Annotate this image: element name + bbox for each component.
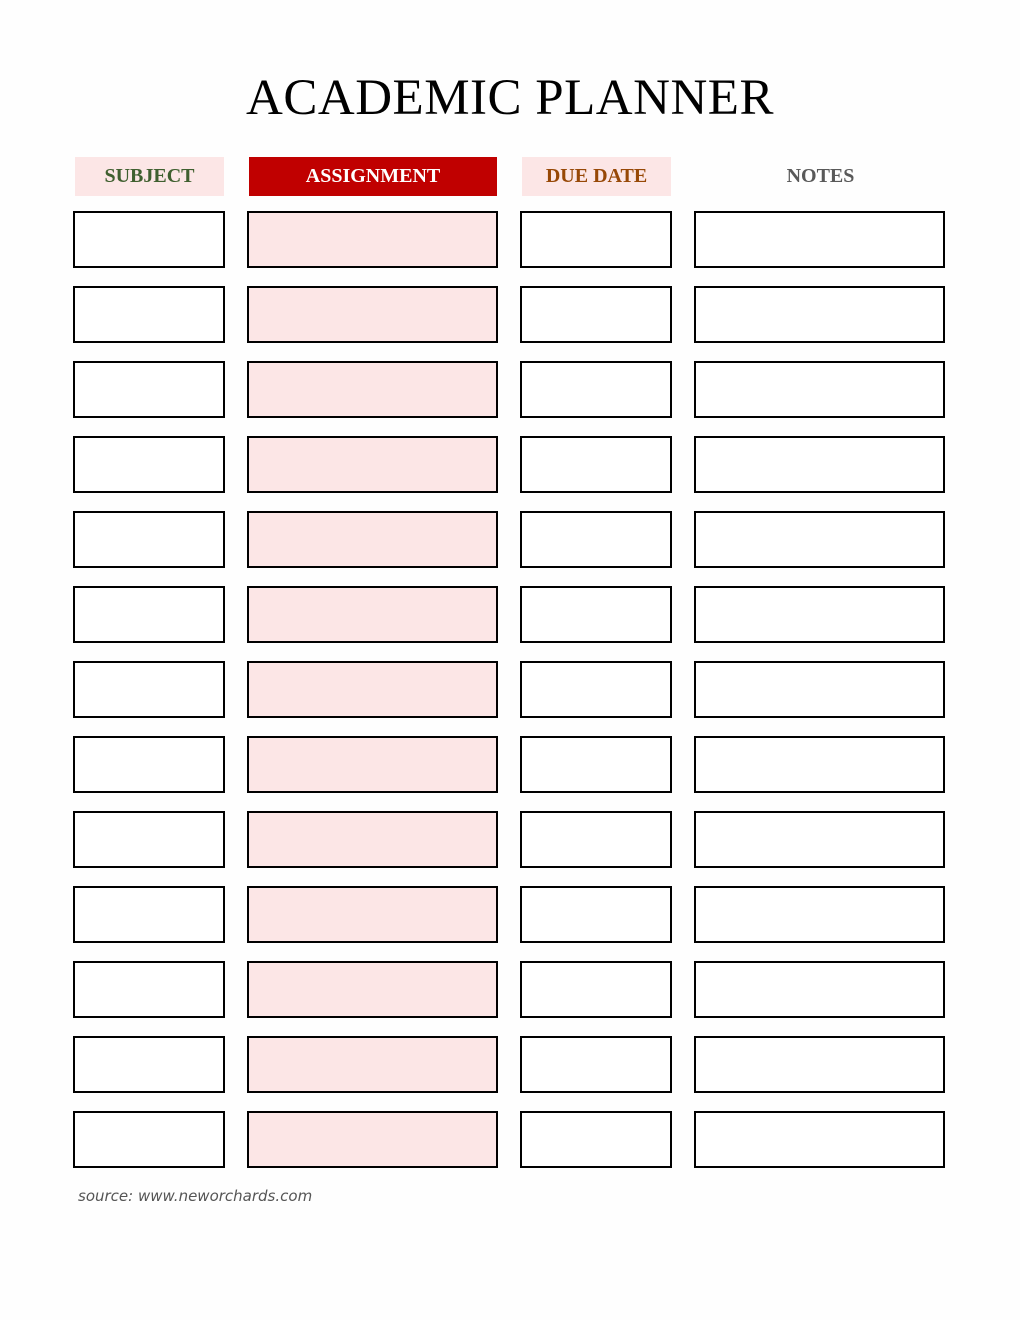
subject-field[interactable] [73, 286, 225, 343]
due-date-field[interactable] [520, 511, 672, 568]
subject-field[interactable] [73, 586, 225, 643]
subject-field[interactable] [73, 961, 225, 1018]
subject-field[interactable] [73, 1111, 225, 1168]
notes-field[interactable] [694, 511, 945, 568]
due-date-field[interactable] [520, 661, 672, 718]
subject-field[interactable] [73, 811, 225, 868]
subject-field[interactable] [73, 1036, 225, 1093]
column-header-due-date: DUE DATE [522, 157, 671, 196]
assignment-field[interactable] [247, 1111, 498, 1168]
notes-field[interactable] [694, 586, 945, 643]
notes-field[interactable] [694, 361, 945, 418]
due-date-field[interactable] [520, 961, 672, 1018]
notes-field[interactable] [694, 661, 945, 718]
column-header-assignment: ASSIGNMENT [249, 157, 497, 196]
assignment-field[interactable] [247, 886, 498, 943]
assignment-field[interactable] [247, 736, 498, 793]
due-date-field[interactable] [520, 886, 672, 943]
due-date-field[interactable] [520, 1036, 672, 1093]
assignment-field[interactable] [247, 286, 498, 343]
column-header-subject: SUBJECT [75, 157, 224, 196]
assignment-field[interactable] [247, 511, 498, 568]
assignment-field[interactable] [247, 361, 498, 418]
source-note: source: www.neworchards.com [78, 1187, 313, 1205]
notes-field[interactable] [694, 286, 945, 343]
assignment-field[interactable] [247, 211, 498, 268]
due-date-field[interactable] [520, 811, 672, 868]
notes-field[interactable] [694, 886, 945, 943]
due-date-field[interactable] [520, 361, 672, 418]
notes-field[interactable] [694, 1111, 945, 1168]
notes-field[interactable] [694, 1036, 945, 1093]
due-date-field[interactable] [520, 1111, 672, 1168]
notes-field[interactable] [694, 961, 945, 1018]
subject-field[interactable] [73, 361, 225, 418]
due-date-field[interactable] [520, 736, 672, 793]
notes-field[interactable] [694, 736, 945, 793]
assignment-field[interactable] [247, 436, 498, 493]
assignment-field[interactable] [247, 811, 498, 868]
column-header-notes: NOTES [786, 165, 855, 187]
due-date-field[interactable] [520, 211, 672, 268]
subject-field[interactable] [73, 661, 225, 718]
subject-field[interactable] [73, 736, 225, 793]
due-date-field[interactable] [520, 586, 672, 643]
subject-field[interactable] [73, 511, 225, 568]
subject-field[interactable] [73, 886, 225, 943]
assignment-field[interactable] [247, 586, 498, 643]
due-date-field[interactable] [520, 286, 672, 343]
assignment-field[interactable] [247, 661, 498, 718]
assignment-field[interactable] [247, 1036, 498, 1093]
page-title: ACADEMIC PLANNER [246, 70, 774, 126]
notes-field[interactable] [694, 811, 945, 868]
subject-field[interactable] [73, 436, 225, 493]
due-date-field[interactable] [520, 436, 672, 493]
subject-field[interactable] [73, 211, 225, 268]
notes-field[interactable] [694, 211, 945, 268]
notes-field[interactable] [694, 436, 945, 493]
assignment-field[interactable] [247, 961, 498, 1018]
